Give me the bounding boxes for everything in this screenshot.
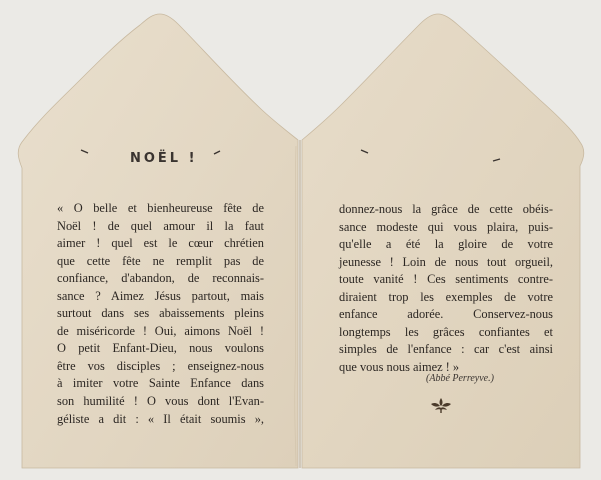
text-line: être vos disciples ; enseignez-nous: [57, 358, 264, 373]
text-line: géliste a dit : « Il était soumis »,: [57, 411, 264, 426]
text-line: enfance adorée. Conservez-nous: [339, 307, 553, 322]
dash-mark-icon: [360, 148, 370, 156]
text-line: simples de l'enfance : car c'est ainsi: [339, 342, 553, 357]
text-line: longtemps les grâces confiantes et: [339, 324, 553, 339]
dash-mark-icon: [492, 156, 502, 164]
text-line: Noël ! de quel amour il la faut: [57, 218, 264, 233]
text-line: de miséricorde ! Oui, aimons Noël !: [57, 323, 264, 338]
text-line: jeunesse ! Loin de nous tout orgueil,: [339, 254, 553, 269]
text-line: confiance, d'abandon, de reconnais-: [57, 271, 264, 286]
text-line: aimer ! quel est le cœur chrétien: [57, 236, 264, 251]
dash-mark-icon: [80, 148, 90, 156]
right-page-text: [339, 201, 553, 376]
text-line: donnez-nous la grâce de cette obéis-: [339, 202, 553, 216]
card-title: NOËL !: [130, 151, 198, 166]
attribution: (Abbé Perreyve.): [426, 373, 494, 384]
fleuron-ornament-icon: [429, 396, 453, 414]
left-page-text: [57, 200, 264, 428]
dash-mark-icon: [212, 149, 222, 157]
text-line: sance modeste qui vous plaira, puis-: [339, 219, 553, 234]
text-line: toute vanité ! Ces sentiments contre-: [339, 272, 553, 287]
text-line: que cette fête ne remplit pas de: [57, 253, 264, 268]
text-line: son humilité ! O vous dont l'Evan-: [57, 394, 264, 409]
text-line: O petit Enfant-Dieu, nous voulons: [57, 341, 264, 356]
text-line: à imiter votre Sainte Enfance dans: [57, 376, 264, 391]
text-line: surtout dans ses abaissements pleins: [57, 306, 264, 321]
text-line: « O belle et bienheureuse fête de: [57, 201, 264, 215]
text-line: diraient trop les exemples de votre: [339, 289, 553, 304]
text-line: qu'elle a été la gloire de votre: [339, 237, 553, 252]
text-line: sance ? Aimez Jésus partout, mais: [57, 288, 264, 303]
text-line: que vous nous aimez ! »: [339, 359, 460, 374]
